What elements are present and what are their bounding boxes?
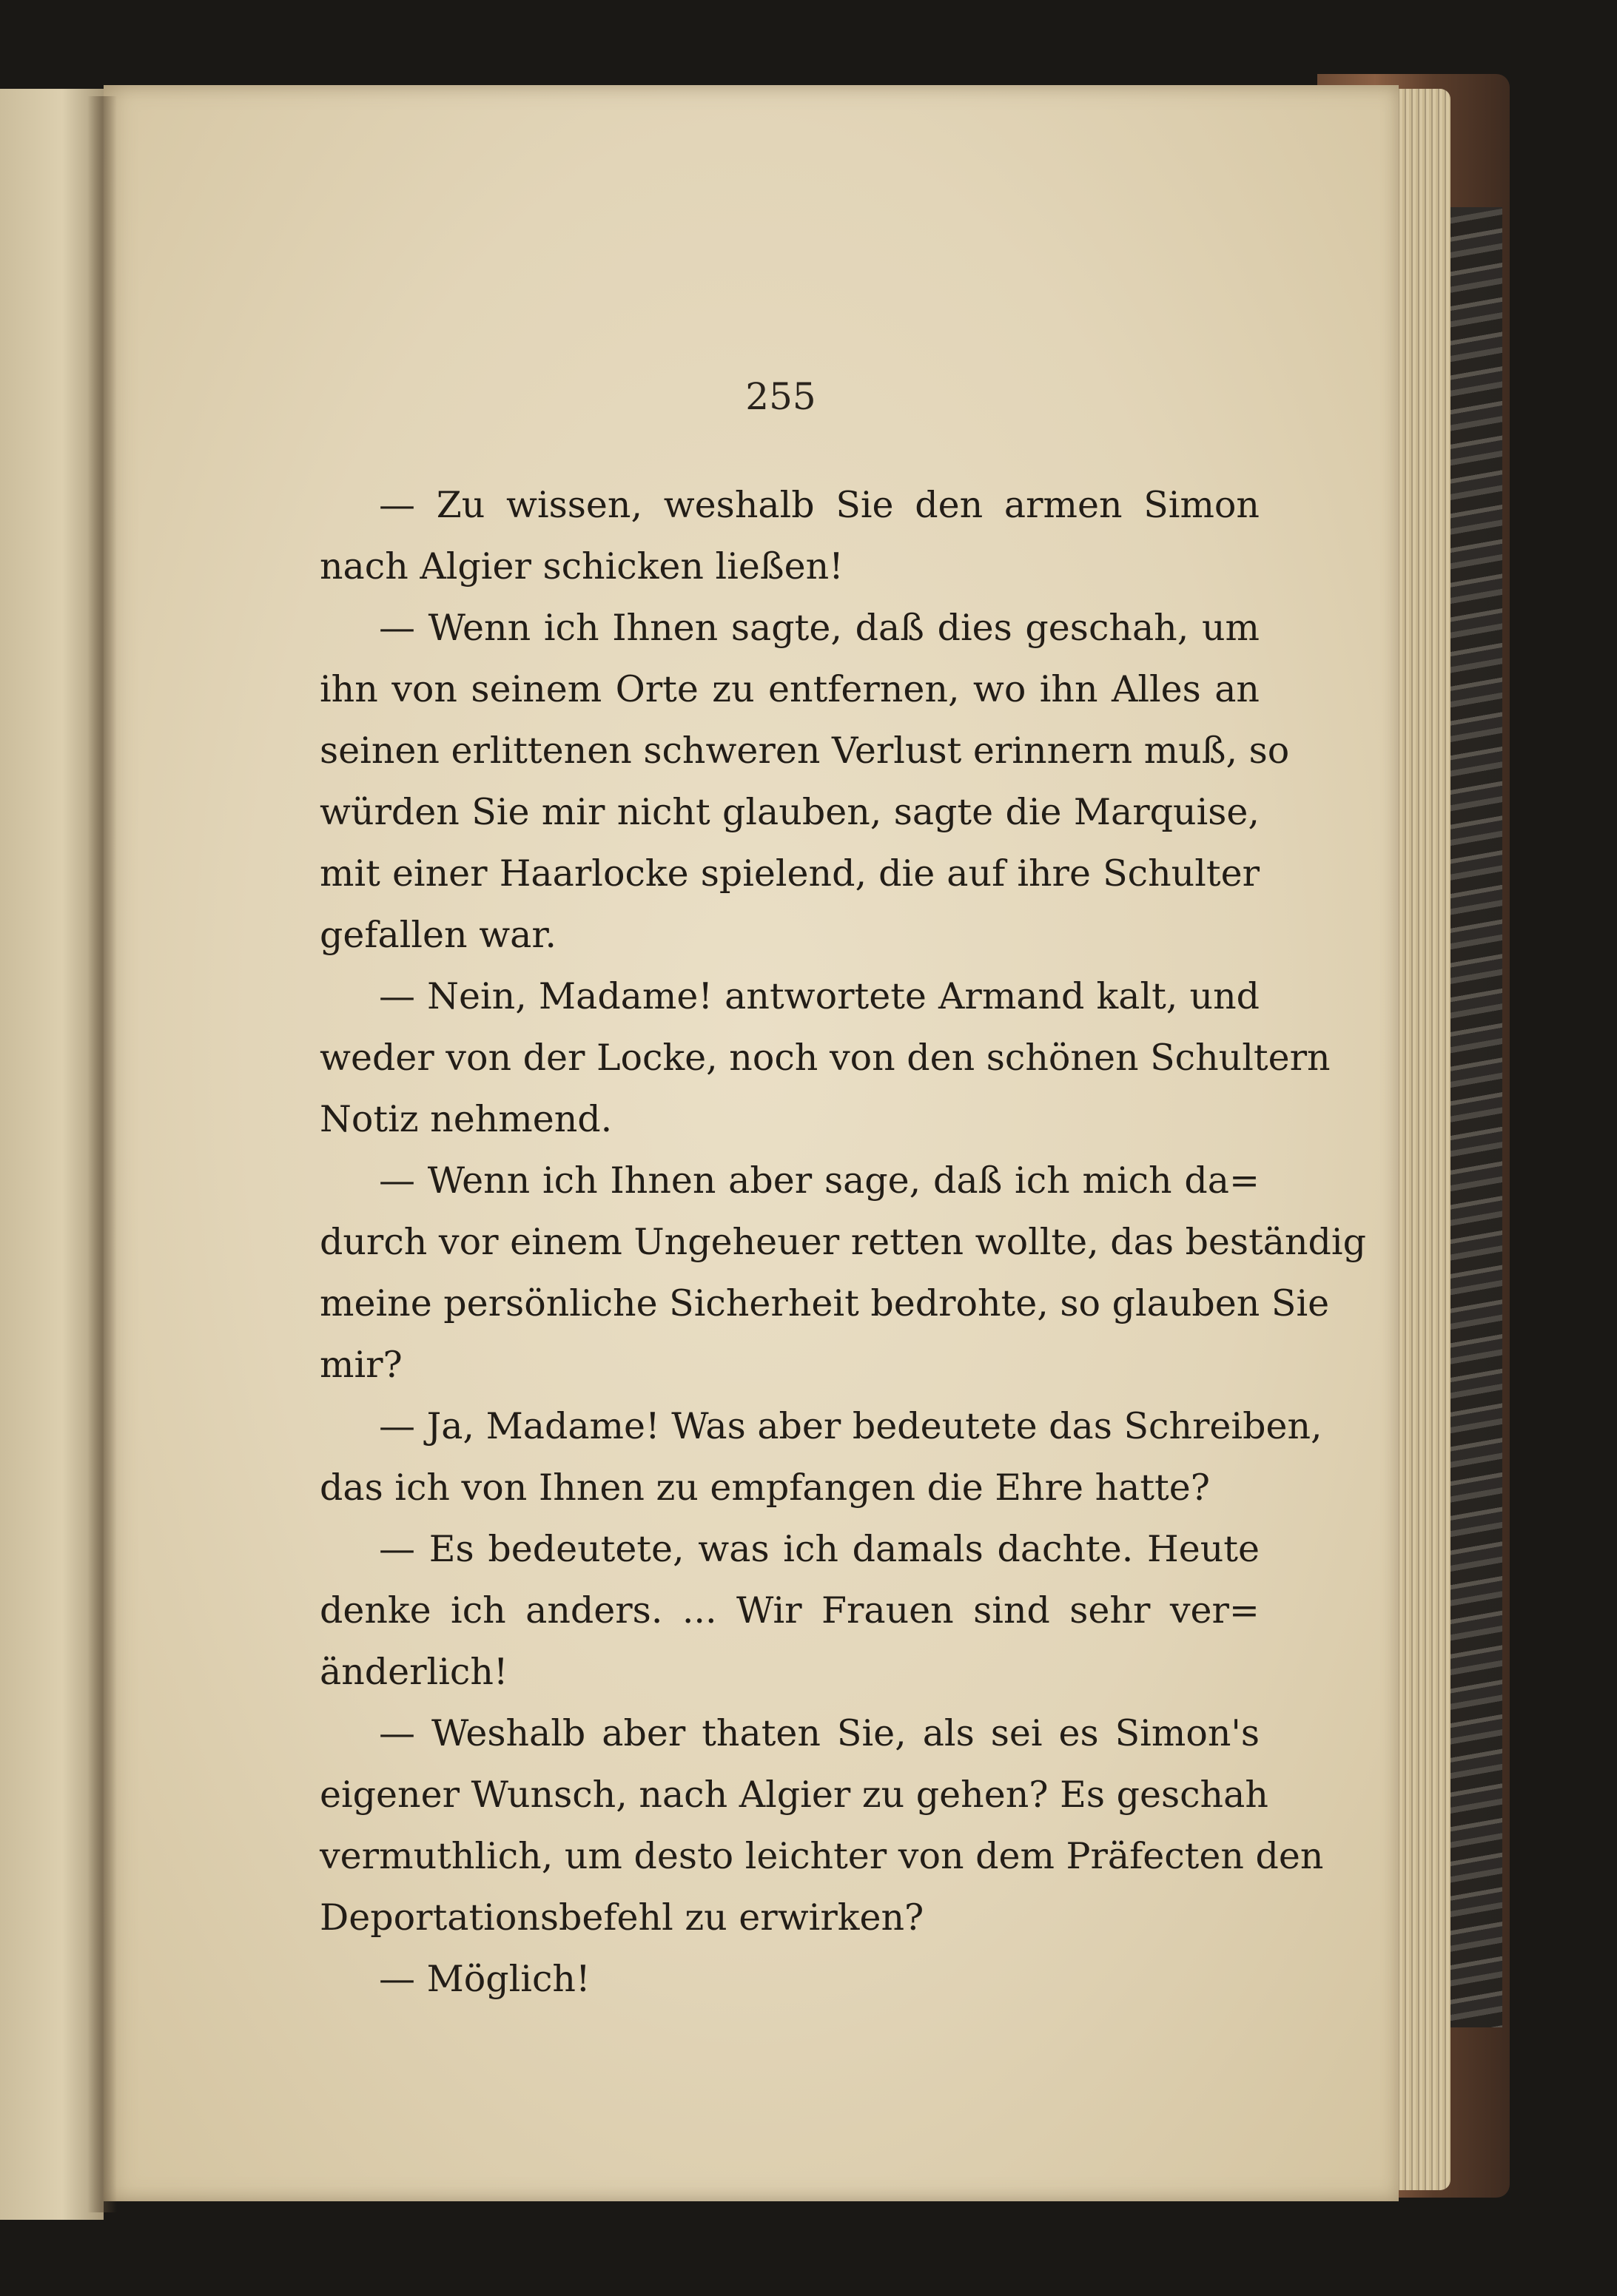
text-line: — Wenn ich Ihnen aber sage, daß ich mich da= [379, 1159, 1260, 1202]
text-line: mir? [320, 1344, 403, 1386]
text-line: — Möglich! [379, 1958, 591, 2000]
text-line: das ich von Ihnen zu empfangen die Ehre hatte? [320, 1467, 1211, 1509]
text-line: ihn von seinem Orte zu entfernen, wo ihn Alles an [320, 668, 1260, 710]
text-line: Notiz nehmend. [320, 1098, 613, 1140]
text-line: seinen erlittenen schweren Verlust erinnern muß, so [320, 730, 1290, 772]
text-line: — Nein, Madame! antwortete Armand kalt, und [379, 975, 1260, 1017]
text-line: gefallen war. [320, 914, 557, 956]
text-line: — Wenn ich Ihnen sagte, daß dies geschah, um [379, 607, 1260, 649]
text-line: — Zu wissen, weshalb Sie den armen Simon [379, 484, 1260, 526]
text-line: würden Sie mir nicht glauben, sagte die Marquise, [320, 791, 1260, 833]
text-line: — Es bedeutete, was ich damals dachte. Heute [379, 1528, 1260, 1570]
text-line: durch vor einem Ungeheuer retten wollte, das beständig [320, 1221, 1366, 1263]
text-line: Deportationsbefehl zu erwirken? [320, 1896, 924, 1939]
text-line: weder von der Locke, noch von den schönen Schultern [320, 1037, 1331, 1079]
text-line: vermuthlich, um desto leichter von dem Präfecten den [320, 1835, 1324, 1877]
text-line: denke ich anders. ... Wir Frauen sind sehr ver= [320, 1589, 1260, 1632]
text-line: — Weshalb aber thaten Sie, als sei es Simon's [379, 1712, 1260, 1754]
page-number: 255 [745, 375, 816, 418]
text-line: mit einer Haarlocke spielend, die auf ihre Schulter [320, 852, 1260, 895]
page-text [320, 474, 1366, 2010]
text-line: eigener Wunsch, nach Algier zu gehen? Es geschah [320, 1774, 1268, 1816]
text-line: nach Algier schicken ließen! [320, 545, 844, 588]
text-line: — Ja, Madame! Was aber bedeutete das Schreiben, [379, 1405, 1322, 1447]
book-page [104, 85, 1399, 2201]
text-line: meine persönliche Sicherheit bedrohte, so glauben Sie [320, 1282, 1330, 1324]
marbled-board [1450, 207, 1502, 2027]
page-gutter-shadow [87, 96, 117, 2212]
text-line: änderlich! [320, 1651, 508, 1693]
